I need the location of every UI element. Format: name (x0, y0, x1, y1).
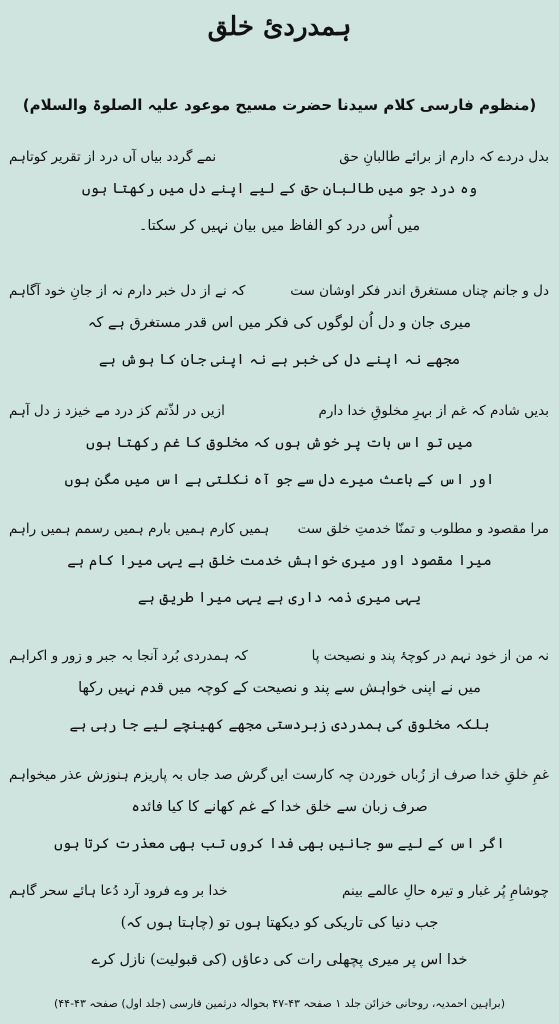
urdu-line-2: یہی میری ذمہ داری ہے یہی میرا طریق ہے (137, 590, 422, 606)
persian-couplet (9, 516, 549, 542)
persian-couplet (9, 278, 549, 304)
urdu-line-2: میں اُس درد کو الفاظ میں بیان نہیں کر سکتا۔ (138, 218, 421, 234)
persian-hemistich-first: مرا مقصود و مطلوب و تمنّا خدمتِ خلق ست (297, 521, 549, 537)
urdu-line-2: مجھے نہ اپنے دل کی خبر ہے نہ اپنی جان کا ہوش ہے (98, 352, 461, 368)
persian-couplet (9, 878, 549, 904)
persian-couplet (9, 144, 549, 170)
urdu-line-2: بلکہ مخلوق کی ہمدردی زبردستی مجھے کھینچے لیے جا رہی ہے (69, 717, 490, 733)
persian-hemistich-first: دل و جانم چناں مستغرق اندر فکر اوشان ست (290, 283, 549, 299)
urdu-line-1: میں تو اس بات پر خوش ہوں کہ مخلوق کا غم رکھتا ہوں (86, 435, 473, 451)
persian-couplet (9, 398, 549, 424)
persian-hemistich-first: بدیں شادم کہ غم از بہرِ مخلوقِ خدا دارم (318, 403, 549, 419)
page-title: ہمدردئ خلق (207, 12, 352, 42)
persian-hemistich-first: غمِ خلقِ خدا صرف از زُباں خوردن چہ کارست ایں (270, 767, 549, 783)
persian-hemistich-first: نہ من از خود نہم در کوچۂ پند و نصیحت پا (311, 648, 549, 664)
persian-hemistich-second: خدا بر وے فرود آرد دُعا ہائے سحر گاہم (9, 883, 228, 899)
persian-hemistich-second: نمے گردد بیاں آں درد از تقریر کوتاہم (9, 149, 217, 165)
persian-hemistich-second: ازیں در لذّتم کز درد مے خیزد ز دل آہم (9, 403, 225, 419)
urdu-line-1: صرف زبان سے خلق خدا کے غم کھانے کا کیا فائدہ (131, 799, 428, 815)
persian-hemistich-second: کہ ہمدردی بُرد آنجا بہ جبر و زور و اکراہم (9, 648, 248, 664)
persian-couplet (9, 643, 549, 669)
persian-hemistich-second: ہمیں کارم ہمیں بارم ہمیں رسمم ہمیں راہم (9, 521, 270, 537)
persian-hemistich-first: بدل دردے کہ دارم از برائے طالبانِ حق (339, 149, 549, 165)
urdu-line-2: اور اس کے باعث میرے دل سے جو آہ نکلتی ہے اس میں مگن ہوں (64, 472, 495, 488)
urdu-line-2: خدا اس پر میری پچھلی رات کی دعاؤں (کی قبولیت) نازل کرے (91, 952, 468, 968)
urdu-line-1: وہ درد جو میں طالبانِ حق کے لیے اپنے دل میں رکھتا ہوں (81, 181, 478, 197)
persian-couplet (9, 762, 549, 788)
persian-hemistich-first: چوشامِ پُر غبار و تیرہ حالِ عالمے بینم (342, 883, 549, 899)
urdu-line-2: اگر اس کے لیے سو جانیں بھی فدا کروں تب بھی معذرت کرتا ہوں (54, 836, 505, 852)
urdu-line-1: میں نے اپنی خواہش سے پند و نصیحت کے کوچہ میں قدم نہیں رکھا (78, 680, 481, 696)
persian-hemistich-second: گرش صد جاں بہ پاریزم ہنوزش عذر میخواہم (9, 767, 268, 783)
urdu-line-1: میرا مقصود اور میری خواہش خدمت خلق ہے یہی میرا کام ہے (67, 553, 492, 569)
persian-hemistich-second: کہ نے از دل خبر دارم نہ از جانِ خود آگاہم (9, 283, 246, 299)
source-reference: (براہین احمدیہ، روحانی خزائن جلد ۱ صفحہ ۴۳-۴۷ بحوالہ درثمین فارسی (جلد اول) صفحہ ۴۳-۴۴) (53, 997, 506, 1010)
urdu-line-1: جب دنیا کی تاریکی کو دیکھتا ہوں تو (چاہتا ہوں کہ) (120, 915, 439, 931)
page-subtitle: (منظوم فارسی کلام سیدنا حضرت مسیح موعود علیہ الصلوۃ والسلام) (22, 96, 537, 114)
urdu-line-1: میری جان و دل اُن لوگوں کی فکر میں اس قدر مستغرق ہے کہ (87, 315, 472, 331)
